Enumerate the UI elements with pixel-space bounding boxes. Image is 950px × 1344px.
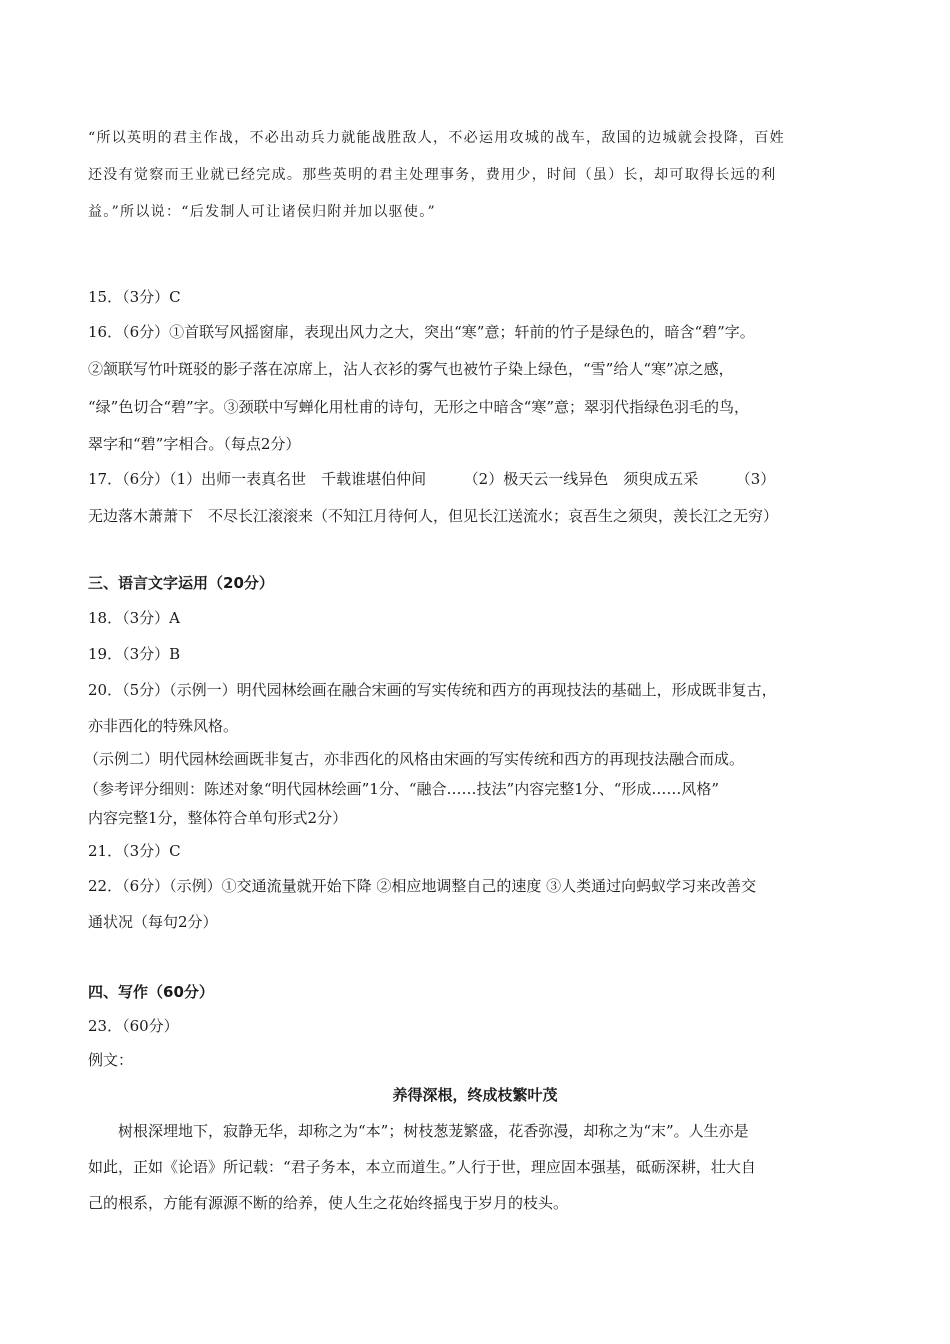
text-line: 例文： <box>88 1051 134 1069</box>
essay-paragraph-line: 树根深埋地下，寂静无华，却称之为“本”；树枝葱茏繁盛，花香弥漫，却称之为“末”。人生亦是 <box>88 1122 749 1140</box>
answer-23: 23．（60分） <box>88 1017 179 1035</box>
section-heading: 四、写作（60分） <box>88 983 214 1001</box>
answer-22: 22．（6分）（示例）①交通流量就开始下降 ②相应地调整自己的速度 ③人类通过向蚂蚁学习来改善交 <box>88 877 757 895</box>
text-line: 还没有觉察而王业就已经完成。那些英明的君主处理事务，费用少，时间（虽）长，却可取得长远的利 <box>88 167 777 183</box>
text-line: “绿”色切合“碧”字。③颈联中写蝉化用杜甫的诗句，无形之中暗含“寒”意；翠羽代指绿色羽毛的鸟， <box>88 398 750 416</box>
essay-title: 养得深根，终成枝繁叶茂 <box>392 1086 558 1104</box>
essay-paragraph-line: 如此，正如《论语》所记载：“君子务本，本立而道生。”人行于世，理应固本强基，砥砺深耕，壮大自 <box>88 1158 756 1176</box>
text-line: “所以英明的君主作战，不必出动兵力就能战胜敌人，不必运用攻城的战车，敌国的边城就会投降，百姓 <box>88 130 785 146</box>
answer-19: 19．（3分）B <box>88 645 181 663</box>
answer-15: 15．（3分）C <box>88 288 181 306</box>
text-line: （参考评分细则：陈述对象“明代园林绘画”1分、“融合……技法”内容完整1分、“形成……风格” <box>84 780 720 798</box>
essay-paragraph-line: 己的根系，方能有源源不断的给养，使人生之花始终摇曳于岁月的枝头。 <box>88 1194 569 1212</box>
text-line: 益。”所以说：“后发制人可让诸侯归附并加以驱使。” <box>88 204 436 220</box>
answer-16: 16．（6分）①首联写风摇窗扉，表现出风力之大，突出“寒”意；轩前的竹子是绿色的，暗含“碧”字。 <box>88 323 755 341</box>
text-line: 通状况（每句2分） <box>88 913 218 931</box>
text-line: 内容完整1分，整体符合单句形式2分） <box>88 809 348 827</box>
section-heading: 三、语言文字运用（20分） <box>88 574 274 592</box>
text-line: 亦非西化的特殊风格。 <box>88 717 239 735</box>
text-line: （示例二）明代园林绘画既非复古，亦非西化的风格由宋画的写实传统和西方的再现技法融合而成。 <box>84 750 745 768</box>
answer-20: 20．（5分）（示例一）明代园林绘画在融合宋画的写实传统和西方的再现技法的基础上，形成既非复古， <box>88 681 777 699</box>
text-line: ②颔联写竹叶斑驳的影子落在凉席上，沾人衣衫的雾气也被竹子染上绿色，“雪”给人“寒”凉之感， <box>88 360 734 378</box>
answer-17: 17．（6分）（1）出师一表真名世 千载谁堪伯仲间 （2）极天云一线异色 须臾成五采 （3） <box>88 470 776 488</box>
text-line: 无边落木萧萧下 不尽长江滚滚来（不知江月待何人，但见长江送流水；哀吾生之须臾，羡长江之无穷） <box>88 507 779 525</box>
text-line: 翠字和“碧”字相合。（每点2分） <box>88 435 301 453</box>
answer-18: 18．（3分）A <box>88 609 180 627</box>
answer-21: 21．（3分）C <box>88 842 181 860</box>
